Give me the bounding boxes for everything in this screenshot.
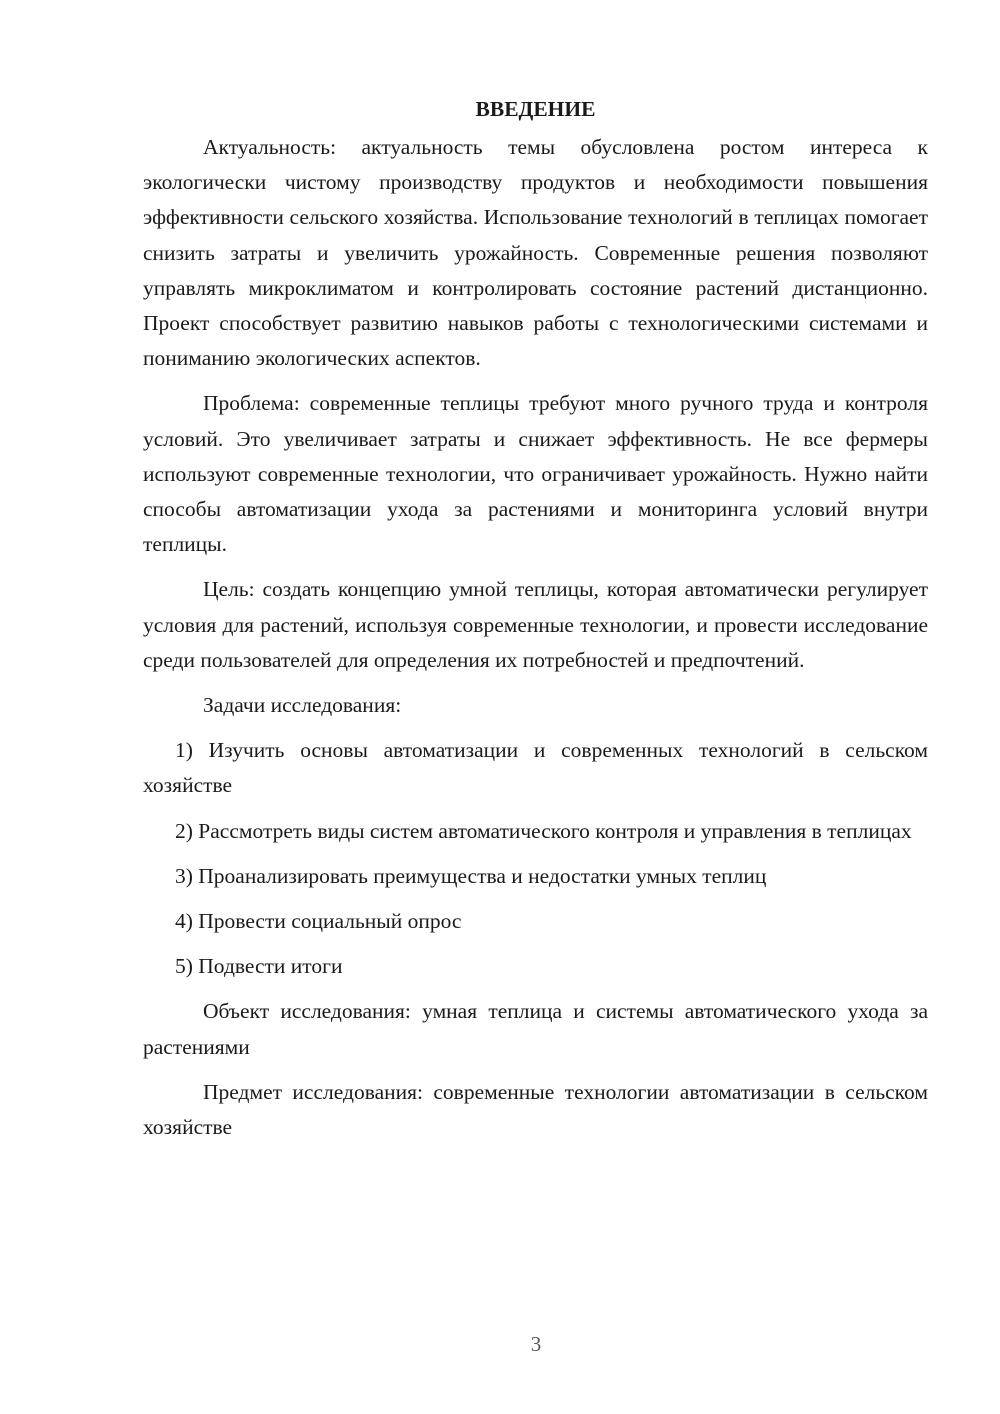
object-paragraph: Объект исследования: умная теплица и системы автоматического ухода за растениями xyxy=(143,999,928,1059)
tasks-heading: Задачи исследования: xyxy=(203,693,402,718)
problem-paragraph: Проблема: современные теплицы требуют много ручного труда и контроля условий. Это увеличивает затраты и снижает эффективность. Не все фермеры используют современные технологии, что ограничивает урожайность. Нужно найти способы автоматизации ухода за растениями и мониторинга условий внутри теплицы. xyxy=(143,391,928,557)
task-item-2: 2) Рассмотреть виды систем автоматического контроля и управления в теплицах xyxy=(175,818,912,843)
page-body xyxy=(143,92,928,1155)
subject-paragraph: Предмет исследования: современные технологии автоматизации в сельском хозяйстве xyxy=(143,1079,928,1140)
task-item-3: 3) Проанализировать преимущества и недостатки умных теплиц xyxy=(175,863,767,888)
task-item-5: 5) Подвести итоги xyxy=(175,954,343,979)
goal-paragraph: Цель: создать концепцию умной теплицы, которая автоматически регулирует условия для растений, используя современные технологии, и провести исследование среди пользователей для определения их потребностей и предпочтений. xyxy=(143,577,928,672)
section-heading: ВВЕДЕНИЕ xyxy=(475,97,596,121)
page-number: 3 xyxy=(530,1332,542,1356)
task-item-1: 1) Изучить основы автоматизации и современных технологий в сельском хозяйстве xyxy=(143,738,928,798)
task-item-4: 4) Провести социальный опрос xyxy=(175,909,462,934)
relevance-paragraph: Актуальность: актуальность темы обусловлена ростом интереса к экологически чистому производству продуктов и необходимости повышения эффективности сельского хозяйства. Использование технологий в теплицах помогает снизить затраты и увеличить урожайность. Современные решения позволяют управлять микроклиматом и контролировать состояние растений дистанционно. Проект способствует развитию навыков работы с технологическими системами и пониманию экологических аспектов. xyxy=(143,135,928,371)
